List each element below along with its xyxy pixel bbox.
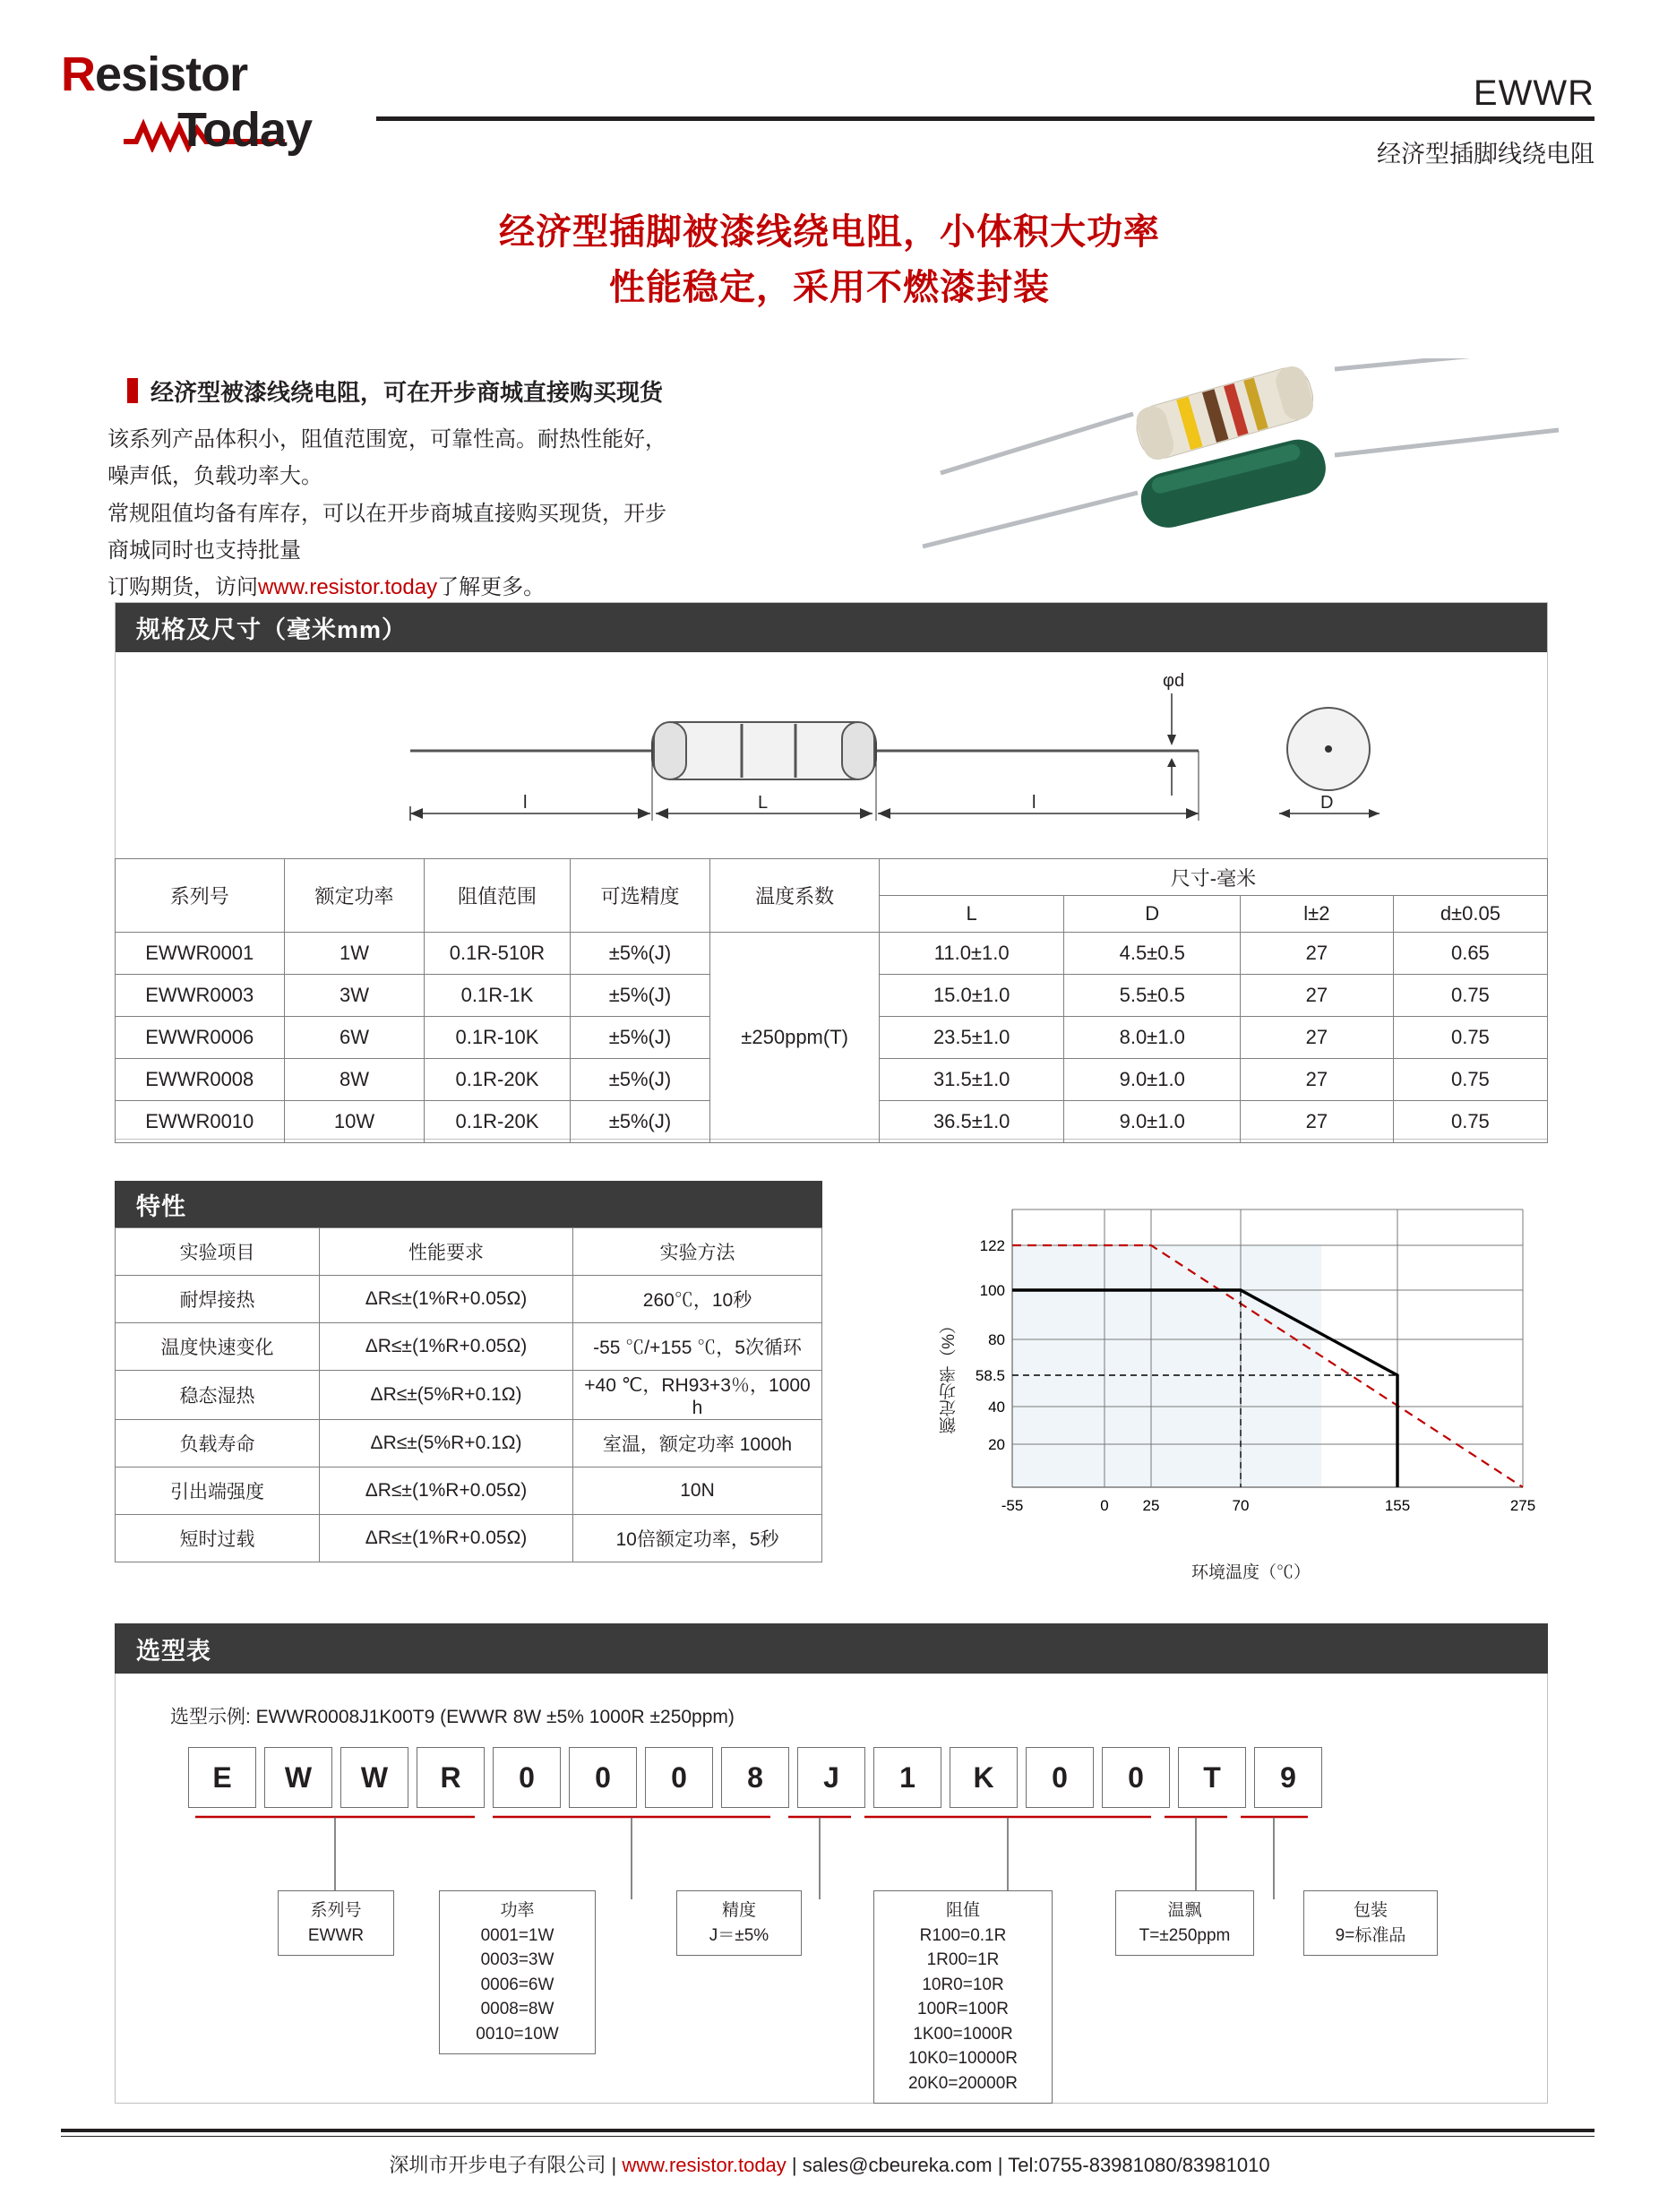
cell-power: 10W xyxy=(284,1101,425,1143)
intro-line-3-pre: 订购期货，访问 xyxy=(107,575,258,600)
code-cell: T xyxy=(1178,1747,1246,1808)
cell-power: 1W xyxy=(284,933,425,975)
cell-tolerance: ±5%(J) xyxy=(570,975,710,1017)
code-cell: 1 xyxy=(873,1747,941,1808)
svg-text:100: 100 xyxy=(979,1282,1005,1299)
footer-rule-thin xyxy=(61,2136,1595,2137)
table-row xyxy=(116,1323,822,1371)
legend-line: 0008=8W xyxy=(480,2000,554,2019)
spec-col-d: d±0.05 xyxy=(1393,896,1547,933)
cell-D: 8.0±1.0 xyxy=(1064,1017,1241,1059)
characteristics-section-header: 特性 xyxy=(115,1181,822,1227)
legend-line: 1K00=1000R xyxy=(913,2024,1013,2044)
spec-col-series: 系列号 xyxy=(116,859,285,933)
cell-D: 5.5±0.5 xyxy=(1064,975,1241,1017)
char-col-requirement: 性能要求 xyxy=(320,1228,573,1276)
cell-L: 31.5±1.0 xyxy=(879,1059,1064,1101)
spec-col-D: D xyxy=(1064,896,1241,933)
intro-line-3-post: 了解更多。 xyxy=(437,575,546,600)
legend-title: 温飘 xyxy=(1167,1901,1202,1920)
svg-text:58.5: 58.5 xyxy=(975,1367,1005,1384)
cell-method: 10倍额定功率，5秒 xyxy=(573,1515,822,1562)
spec-table-header-row xyxy=(116,859,1548,896)
cell-l: 27 xyxy=(1240,933,1393,975)
cell-tolerance: ±5%(J) xyxy=(570,1017,710,1059)
cell-range: 0.1R-10K xyxy=(425,1017,570,1059)
intro-line-2: 常规阻值均备有库存，可以在开步商城直接购买现货，开步商城同时也支持批量 xyxy=(107,501,666,563)
legend-line: J＝±5% xyxy=(709,1925,769,1945)
cell-item: 稳态湿热 xyxy=(116,1371,320,1420)
cell-L: 15.0±1.0 xyxy=(879,975,1064,1017)
svg-text:80: 80 xyxy=(988,1331,1005,1348)
svg-text:275: 275 xyxy=(1509,1497,1536,1514)
legend-line: 10R0=10R xyxy=(922,1975,1004,1994)
legend-title: 包装 xyxy=(1353,1901,1388,1920)
cell-method: 室温，额定功率 1000h xyxy=(573,1420,822,1467)
legend-line: R100=0.1R xyxy=(919,1925,1007,1945)
char-col-method: 实验方法 xyxy=(573,1228,822,1276)
page-header xyxy=(0,0,1659,179)
legend-series xyxy=(278,1890,394,1956)
code-cell: W xyxy=(340,1747,408,1808)
legend-line: 0001=1W xyxy=(480,1925,554,1945)
svg-text:0: 0 xyxy=(1100,1497,1109,1514)
cell-d: 0.65 xyxy=(1393,933,1547,975)
svg-text:25: 25 xyxy=(1142,1497,1160,1514)
intro-paragraph xyxy=(107,421,681,606)
intro-bullet-text: 经济型被漆线绕电阻，可在开步商城直接购买现货 xyxy=(150,379,664,406)
spec-col-dimensions: 尺寸-毫米 xyxy=(879,859,1547,896)
series-title: EWWR xyxy=(1473,73,1595,113)
dimension-drawing xyxy=(115,652,1548,858)
table-row xyxy=(116,933,1548,975)
cell-tolerance: ±5%(J) xyxy=(570,1059,710,1101)
legend-line: 100R=100R xyxy=(917,2000,1009,2019)
cell-D: 9.0±1.0 xyxy=(1064,1059,1241,1101)
footer-sep: | xyxy=(997,2154,1003,2176)
cell-method: 260℃，10秒 xyxy=(573,1276,822,1323)
code-cell: E xyxy=(188,1747,256,1808)
cell-d: 0.75 xyxy=(1393,1059,1547,1101)
svg-text:φd: φd xyxy=(1163,671,1185,691)
code-cell: 0 xyxy=(645,1747,713,1808)
legend-title: 阻值 xyxy=(945,1901,980,1920)
cell-series: EWWR0008 xyxy=(116,1059,285,1101)
legend-line: 0006=6W xyxy=(480,1975,554,1994)
headline-line-1: 经济型插脚被漆线绕电阻，小体积大功率 xyxy=(499,212,1160,252)
header-rule xyxy=(376,116,1595,121)
cell-power: 8W xyxy=(284,1059,425,1101)
cell-requirement: ΔR≤±(1%R+0.05Ω) xyxy=(320,1323,573,1371)
legend-line: T=±250ppm xyxy=(1139,1925,1231,1945)
derating-chart xyxy=(932,1192,1577,1550)
cell-series: EWWR0001 xyxy=(116,933,285,975)
code-cell: 0 xyxy=(1102,1747,1170,1808)
chart-y-axis-label: 额定功率（%） xyxy=(940,1317,958,1434)
svg-text:D: D xyxy=(1320,793,1334,813)
cell-d: 0.75 xyxy=(1393,975,1547,1017)
cell-L: 11.0±1.0 xyxy=(879,933,1064,975)
spec-table xyxy=(115,858,1548,1143)
cell-tolerance: ±5%(J) xyxy=(570,933,710,975)
cell-requirement: ΔR≤±(5%R+0.1Ω) xyxy=(320,1420,573,1467)
footer-email[interactable]: sales@cbeureka.com xyxy=(802,2154,993,2176)
intro-line-3 xyxy=(107,569,681,606)
spec-col-power: 额定功率 xyxy=(284,859,425,933)
cell-item: 负载寿命 xyxy=(116,1420,320,1467)
legend-line: 0010=10W xyxy=(476,2024,559,2044)
spec-col-range: 阻值范围 xyxy=(425,859,570,933)
spec-col-tolerance: 可选精度 xyxy=(570,859,710,933)
cell-L: 23.5±1.0 xyxy=(879,1017,1064,1059)
code-cell: 8 xyxy=(721,1747,789,1808)
spec-col-l: l±2 xyxy=(1240,896,1393,933)
table-row xyxy=(116,1371,822,1420)
legend-line: 20K0=20000R xyxy=(907,2073,1019,2093)
svg-text:155: 155 xyxy=(1384,1497,1411,1514)
cell-requirement: ΔR≤±(1%R+0.05Ω) xyxy=(320,1467,573,1515)
cell-item: 温度快速变化 xyxy=(116,1323,320,1371)
cell-tempcoef: ±250ppm(T) xyxy=(710,933,880,1143)
code-cell: J xyxy=(797,1747,865,1808)
cell-power: 6W xyxy=(284,1017,425,1059)
headline-line-2: 性能稳定，采用不燃漆封装 xyxy=(609,268,1050,307)
series-subtitle: 经济型插脚线绕电阻 xyxy=(1377,141,1595,168)
cell-l: 27 xyxy=(1240,1059,1393,1101)
ordering-section-header: 选型表 xyxy=(115,1623,1548,1674)
code-cell: 0 xyxy=(493,1747,561,1808)
code-cell: 0 xyxy=(1026,1747,1094,1808)
spec-col-L: L xyxy=(879,896,1064,933)
cell-l: 27 xyxy=(1240,1101,1393,1143)
code-cell: K xyxy=(950,1747,1018,1808)
code-cell: 0 xyxy=(569,1747,637,1808)
legend-tempco xyxy=(1115,1890,1254,1956)
cell-power: 3W xyxy=(284,975,425,1017)
cell-range: 0.1R-20K xyxy=(425,1101,570,1143)
cell-item: 短时过载 xyxy=(116,1515,320,1562)
legend-line: 1R00=1R xyxy=(926,1950,1000,1970)
svg-text:l: l xyxy=(1032,793,1036,813)
footer-tel: Tel:0755-83981080/83981010 xyxy=(1008,2154,1270,2176)
legend-line: 0003=3W xyxy=(480,1950,554,1970)
characteristics-table xyxy=(115,1227,822,1562)
footer-sep: | xyxy=(611,2154,617,2176)
ordering-code-row xyxy=(188,1747,1322,1808)
footer-company: 深圳市开步电子有限公司 xyxy=(389,2154,606,2176)
legend-packing xyxy=(1303,1890,1438,1956)
table-row xyxy=(116,1515,822,1562)
footer-website-link[interactable]: www.resistor.today xyxy=(622,2154,787,2176)
cell-requirement: ΔR≤±(1%R+0.05Ω) xyxy=(320,1515,573,1562)
svg-text:122: 122 xyxy=(979,1237,1005,1254)
legend-resistance xyxy=(873,1890,1053,2104)
chart-x-axis-label: 环境温度（℃） xyxy=(1191,1563,1311,1582)
cell-D: 9.0±1.0 xyxy=(1064,1101,1241,1143)
svg-text:-55: -55 xyxy=(1001,1497,1024,1514)
page-footer xyxy=(0,2150,1659,2178)
svg-text:l: l xyxy=(523,793,528,813)
cell-series: EWWR0006 xyxy=(116,1017,285,1059)
code-cell: 9 xyxy=(1254,1747,1322,1808)
svg-text:40: 40 xyxy=(988,1399,1005,1416)
cell-l: 27 xyxy=(1240,975,1393,1017)
headline xyxy=(0,204,1659,315)
legend-line: EWWR xyxy=(307,1925,365,1945)
cell-series: EWWR0003 xyxy=(116,975,285,1017)
website-link[interactable]: www.resistor.today xyxy=(258,575,438,600)
code-cell: W xyxy=(264,1747,332,1808)
cell-requirement: ΔR≤±(5%R+0.1Ω) xyxy=(320,1371,573,1420)
svg-text:70: 70 xyxy=(1232,1497,1250,1514)
legend-tolerance xyxy=(676,1890,802,1956)
cell-range: 0.1R-1K xyxy=(425,975,570,1017)
cell-d: 0.75 xyxy=(1393,1101,1547,1143)
legend-title: 功率 xyxy=(500,1901,535,1920)
svg-text:L: L xyxy=(758,793,769,813)
legend-title: 精度 xyxy=(721,1901,756,1920)
spec-col-tempcoef: 温度系数 xyxy=(710,859,880,933)
svg-text:20: 20 xyxy=(988,1436,1005,1453)
cell-requirement: ΔR≤±(1%R+0.05Ω) xyxy=(320,1276,573,1323)
legend-line: 9=标准品 xyxy=(1335,1925,1406,1945)
cell-range: 0.1R-510R xyxy=(425,933,570,975)
intro-line-1: 该系列产品体积小，阻值范围宽，可靠性高。耐热性能好，噪声低，负载功率大。 xyxy=(107,427,666,489)
footer-sep: | xyxy=(791,2154,797,2176)
char-col-item: 实验项目 xyxy=(116,1228,320,1276)
cell-range: 0.1R-20K xyxy=(425,1059,570,1101)
legend-line: 10K0=10000R xyxy=(907,2049,1019,2069)
spec-section-header: 规格及尺寸（毫米mm） xyxy=(115,602,1548,652)
logo-text-primary: Resistor xyxy=(61,47,248,101)
logo-text-secondary: Today xyxy=(177,103,313,157)
cell-method: 10N xyxy=(573,1467,822,1515)
char-header-row xyxy=(116,1228,822,1276)
logo xyxy=(61,47,357,157)
cell-method: +40 ℃，RH93+3％，1000 h xyxy=(573,1371,822,1420)
ordering-example: 选型示例: EWWR0008J1K00T9 (EWWR 8W ±5% 1000R ±250ppm) xyxy=(170,1707,735,1727)
cell-d: 0.75 xyxy=(1393,1017,1547,1059)
table-row xyxy=(116,1276,822,1323)
cell-item: 引出端强度 xyxy=(116,1467,320,1515)
legend-title: 系列号 xyxy=(310,1901,362,1920)
table-row xyxy=(116,1467,822,1515)
cell-L: 36.5±1.0 xyxy=(879,1101,1064,1143)
cell-D: 4.5±0.5 xyxy=(1064,933,1241,975)
cell-item: 耐焊接热 xyxy=(116,1276,320,1323)
code-cell: R xyxy=(417,1747,485,1808)
footer-rule xyxy=(61,2129,1595,2132)
cell-tolerance: ±5%(J) xyxy=(570,1101,710,1143)
cell-method: -55 ℃/+155 ℃，5次循环 xyxy=(573,1323,822,1371)
table-row xyxy=(116,1420,822,1467)
product-photo xyxy=(914,358,1577,573)
bullet-square-icon xyxy=(127,378,138,403)
legend-power xyxy=(439,1890,596,2054)
cell-series: EWWR0010 xyxy=(116,1101,285,1143)
cell-l: 27 xyxy=(1240,1017,1393,1059)
